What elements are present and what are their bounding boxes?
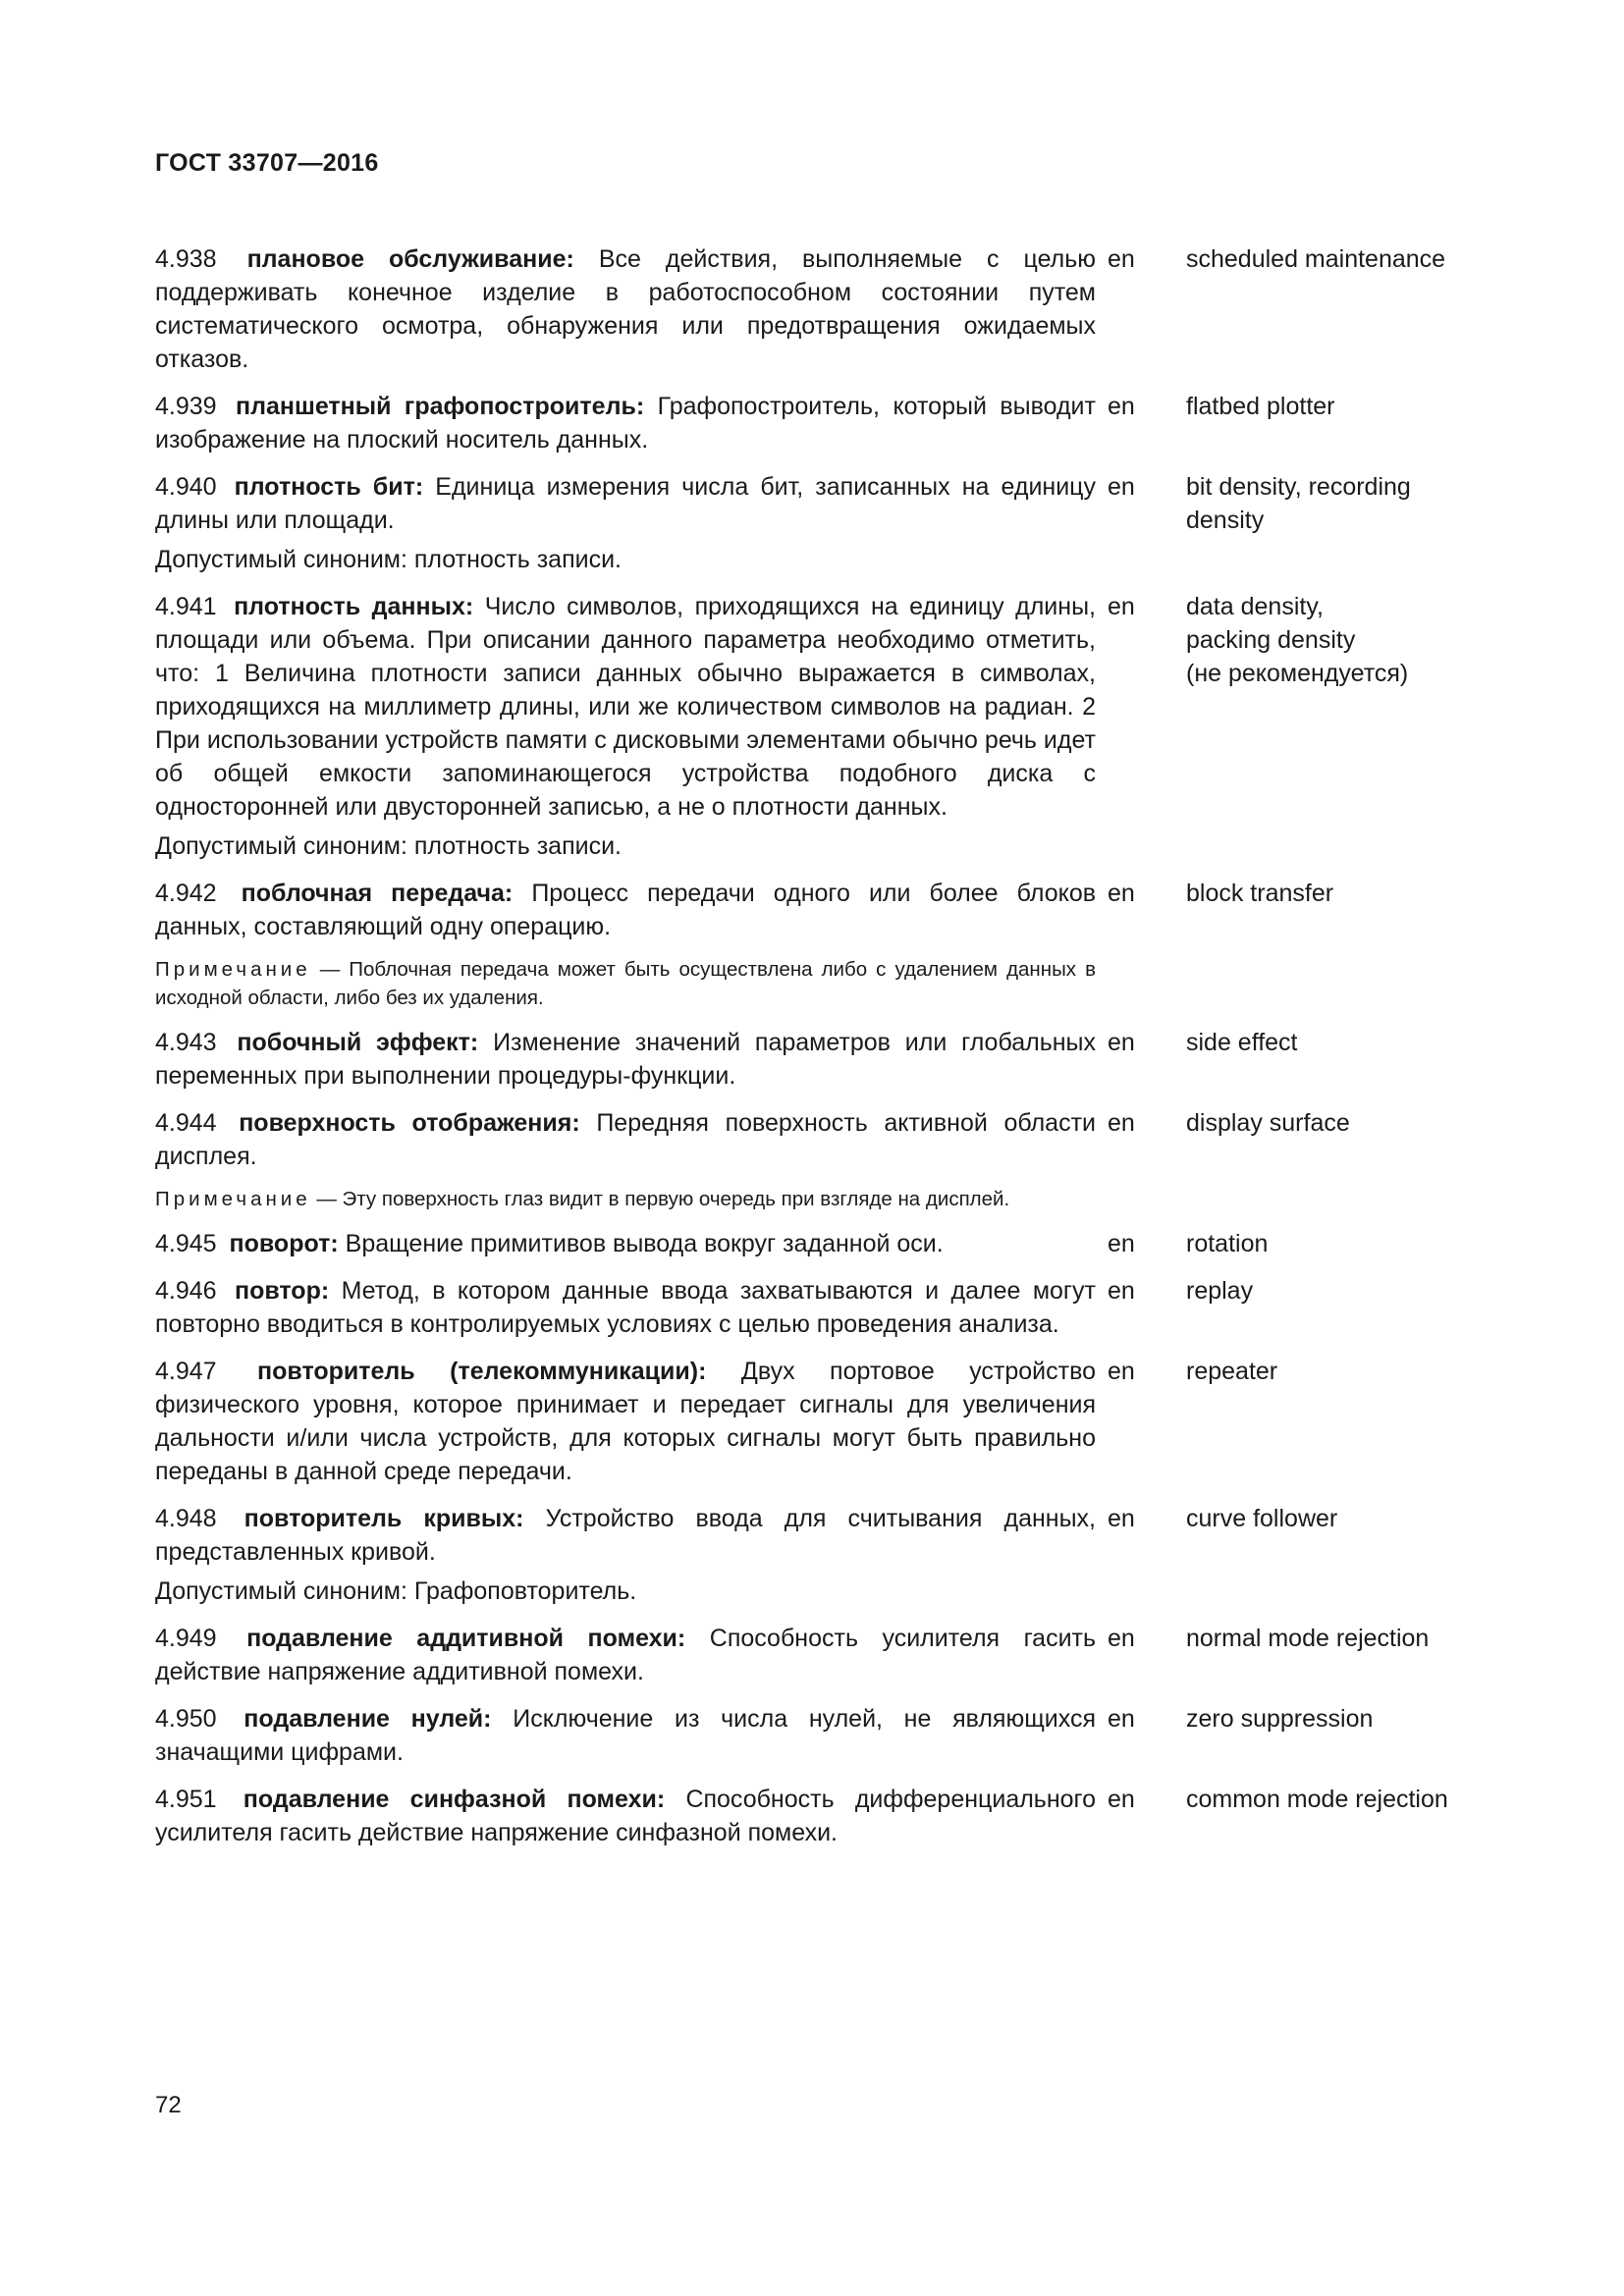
term-number: 4.949 <box>155 1625 217 1652</box>
term-synonym: Допустимый синоним: плотность записи. <box>155 546 622 573</box>
english-term: replay <box>1186 1277 1254 1305</box>
english-term: block transfer <box>1186 880 1334 907</box>
english-term: bit density, recording density <box>1186 473 1411 534</box>
note-text: — Поблочная передача может быть осуществлена либо с удалением данных в исходной области, либо без их удаления. <box>155 958 1096 1009</box>
term-entry <box>155 390 1500 456</box>
term-entry <box>155 1355 1500 1488</box>
language-code: en <box>1108 473 1135 501</box>
document-code: ГОСТ 33707—2016 <box>155 149 379 177</box>
term-definition: Графопостроитель, который выводит изображение на плоский носитель данных. <box>155 393 1096 454</box>
term-text <box>155 1702 1096 1769</box>
term-text <box>155 390 1096 456</box>
language-code: en <box>1108 393 1135 420</box>
term-note <box>155 955 1096 1012</box>
term-entry <box>155 590 1500 863</box>
term-name: поблочная передача: <box>241 880 514 907</box>
term-name: плотность бит: <box>234 473 424 501</box>
term-name: плотность данных: <box>234 593 474 620</box>
term-definition: Все действия, выполняемые с целью поддерживать конечное изделие в работоспособном состоянии путем систематического осмотра, обнаружения или предотвращения ожидаемых отказов. <box>155 245 1096 373</box>
term-entry <box>155 1274 1500 1341</box>
term-text <box>155 1622 1096 1688</box>
term-number: 4.945 <box>155 1230 217 1257</box>
language-code: en <box>1108 593 1135 620</box>
term-definition: Двух портовое устройство физического уровня, которое принимает и передает сигналы для увеличения дальности и/или числа устройств, для которых сигналы могут быть правильно переданы в данной среде передачи. <box>155 1358 1096 1485</box>
term-text <box>155 1502 1096 1569</box>
term-entry <box>155 1227 1500 1260</box>
language-code: en <box>1108 1358 1135 1385</box>
term-name: подавление аддитивной помехи: <box>246 1625 686 1652</box>
language-code: en <box>1108 1705 1135 1733</box>
language-code: en <box>1108 880 1135 907</box>
term-text <box>155 590 1096 824</box>
term-text <box>155 242 1096 376</box>
term-text <box>155 1274 1096 1341</box>
language-code: en <box>1108 1230 1135 1257</box>
english-term: flatbed plotter <box>1186 393 1335 420</box>
term-number: 4.941 <box>155 593 217 620</box>
language-code: en <box>1108 1505 1135 1532</box>
language-code: en <box>1108 1029 1135 1056</box>
term-entry <box>155 1026 1500 1093</box>
term-definition: Вращение примитивов вывода вокруг заданной оси. <box>345 1230 944 1257</box>
term-text <box>155 1355 1096 1488</box>
term-number: 4.947 <box>155 1358 217 1385</box>
term-number: 4.939 <box>155 393 217 420</box>
term-text <box>155 1783 1096 1849</box>
english-term: scheduled maintenance <box>1186 245 1446 273</box>
term-number: 4.950 <box>155 1705 217 1733</box>
term-definition: Число символов, приходящихся на единицу длины, площади или объема. При описании данного параметра необходимо отметить, что: 1 Величина плотности записи данных обычно выражается в символах, приходящихся на миллиметр длины, или же количеством символов на радиан. 2 При использовании устройств памяти с дисковыми элементами обычно речь идет об общей емкости запоминающегося устройства подобного диска с односторонней или двусторонней записью, а не о плотности данных. <box>155 593 1096 821</box>
term-number: 4.943 <box>155 1029 217 1056</box>
term-definition: Единица измерения числа бит, записанных на единицу длины или площади. <box>155 473 1097 534</box>
term-entry <box>155 1702 1500 1769</box>
term-entry <box>155 470 1500 576</box>
language-code: en <box>1108 245 1135 273</box>
term-entry <box>155 1783 1500 1849</box>
term-name: поворот: <box>229 1230 339 1257</box>
language-code: en <box>1108 1277 1135 1305</box>
term-entry <box>155 1106 1500 1213</box>
note-label: Примечание <box>155 958 311 981</box>
term-text <box>155 877 1096 943</box>
term-number: 4.951 <box>155 1786 217 1813</box>
term-text <box>155 1227 1096 1260</box>
term-definition: Изменение значений параметров или глобальных переменных при выполнении процедуры-функции. <box>155 1029 1097 1090</box>
term-name: повторитель кривых: <box>244 1505 524 1532</box>
term-number: 4.948 <box>155 1505 217 1532</box>
english-term: common mode rejection <box>1186 1786 1448 1813</box>
term-number: 4.940 <box>155 473 217 501</box>
term-definition: Способность дифференциального усилителя гасить действие напряжение синфазной помехи. <box>155 1786 1097 1846</box>
term-definition: Способность усилителя гасить действие напряжение аддитивной помехи. <box>155 1625 1097 1685</box>
term-definition: Метод, в котором данные ввода захватываются и далее могут повторно вводиться в контролируемых условиях с целью проведения анализа. <box>155 1277 1096 1338</box>
term-name: подавление нулей: <box>244 1705 492 1733</box>
term-entry <box>155 242 1500 376</box>
term-text <box>155 470 1096 537</box>
language-code: en <box>1108 1625 1135 1652</box>
term-entry <box>155 1502 1500 1608</box>
term-entry <box>155 1622 1500 1688</box>
term-synonym: Допустимый синоним: плотность записи. <box>155 832 622 860</box>
english-term: normal mode rejection <box>1186 1625 1430 1652</box>
term-name: побочный эффект: <box>237 1029 479 1056</box>
term-entry <box>155 877 1500 1012</box>
term-number: 4.944 <box>155 1109 217 1137</box>
term-number: 4.942 <box>155 880 217 907</box>
term-name: плановое обслуживание: <box>246 245 574 273</box>
term-text <box>155 1106 1096 1173</box>
term-definition: Исключение из числа нулей, не являющихся значащими цифрами. <box>155 1705 1097 1766</box>
term-name: подавление синфазной помехи: <box>243 1786 666 1813</box>
note-label: Примечание <box>155 1188 311 1210</box>
english-term: side effect <box>1186 1029 1298 1056</box>
note-text: — Эту поверхность глаз видит в первую очередь при взгляде на дисплей. <box>310 1188 1010 1210</box>
term-name: планшетный графопостроитель: <box>236 393 645 420</box>
term-name: повтор: <box>234 1277 330 1305</box>
term-synonym: Допустимый синоним: Графоповторитель. <box>155 1577 637 1605</box>
english-term: rotation <box>1186 1230 1269 1257</box>
term-definition: Устройство ввода для считывания данных, представленных кривой. <box>155 1505 1097 1566</box>
term-definition: Процесс передачи одного или более блоков данных, составляющий одну операцию. <box>155 880 1096 940</box>
english-term: display surface <box>1186 1109 1350 1137</box>
term-number: 4.946 <box>155 1277 217 1305</box>
page-number: 72 <box>155 2092 182 2118</box>
terms-list <box>155 242 1500 1863</box>
term-text <box>155 1026 1096 1093</box>
term-number: 4.938 <box>155 245 217 273</box>
english-term: data density, packing density (не рекомендуется) <box>1186 593 1409 687</box>
language-code: en <box>1108 1109 1135 1137</box>
term-name: повторитель (телекоммуникации): <box>257 1358 707 1385</box>
english-term: repeater <box>1186 1358 1278 1385</box>
english-term: curve follower <box>1186 1505 1338 1532</box>
english-term: zero suppression <box>1186 1705 1374 1733</box>
term-definition: Передняя поверхность активной области дисплея. <box>155 1109 1096 1170</box>
language-code: en <box>1108 1786 1135 1813</box>
term-note <box>155 1185 1096 1213</box>
term-name: поверхность отображения: <box>239 1109 580 1137</box>
